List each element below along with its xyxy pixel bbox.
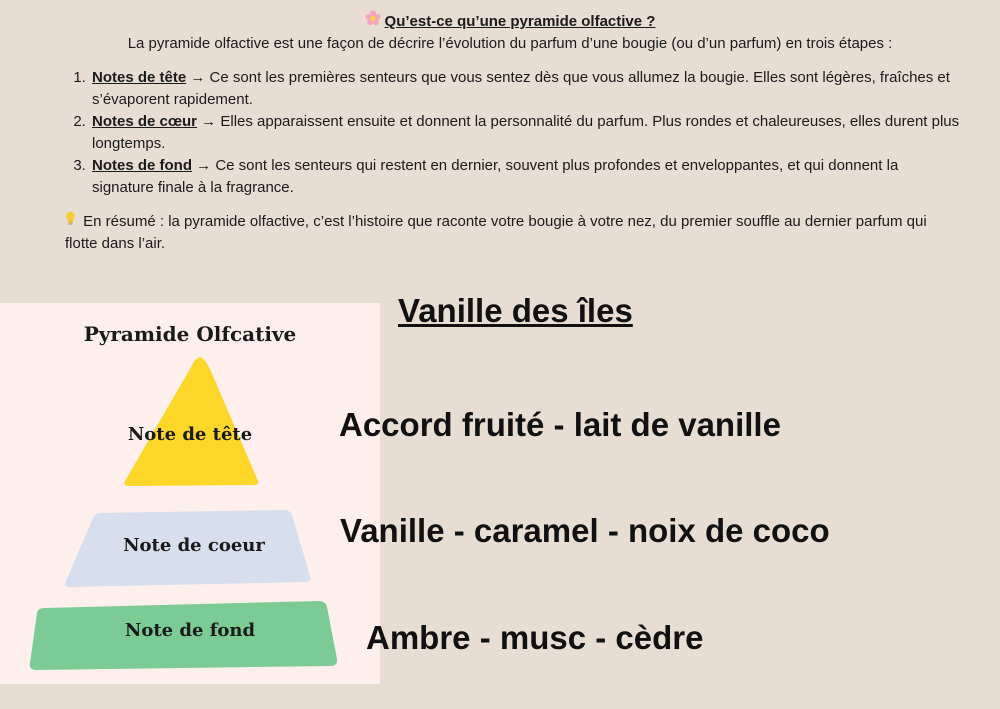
list-item bbox=[90, 155, 960, 199]
intro-title bbox=[60, 10, 960, 33]
note-description: → Ce sont les senteurs qui restent en dernier, souvent plus profondes et enveloppantes, et qui donnent la signature finale à la fragrance. bbox=[92, 157, 899, 196]
note-name: Notes de cœur bbox=[92, 113, 198, 130]
intro-lead: La pyramide olfactive est une façon de décrire l’évolution du parfum d’une bougie (ou d’un parfum) en trois étapes : bbox=[127, 35, 893, 52]
lightbulb-icon bbox=[65, 213, 80, 230]
list-item bbox=[90, 111, 960, 155]
pyramid-diagram bbox=[0, 303, 380, 684]
list-item bbox=[90, 67, 960, 111]
top-notes-layer bbox=[124, 357, 258, 486]
heart-notes-text: Vanille - caramel - noix de coco bbox=[340, 512, 830, 549]
base-notes-text: Ambre - musc - cèdre bbox=[366, 619, 704, 656]
note-description: → Elles apparaissent ensuite et donnent la personnalité du parfum. Plus rondes et chaleureuses, elles durent plus longtemps. bbox=[92, 113, 960, 152]
pyramid-panel bbox=[0, 303, 380, 684]
top-notes-text: Accord fruité - lait de vanille bbox=[339, 406, 781, 443]
note-name: Notes de tête bbox=[92, 69, 187, 86]
base-notes-label: Note de fond bbox=[124, 620, 256, 641]
note-name: Notes de fond bbox=[92, 157, 192, 174]
note-description: → Ce sont les premières senteurs que vous sentez dès que vous allumez la bougie. Elles sont légères, fraîches et s’évaporent rapidement. bbox=[92, 69, 950, 108]
top-notes-label: Note de tête bbox=[127, 424, 253, 445]
summary-text: En résumé : la pyramide olfactive, c’est l’histoire que raconte votre bougie à votre nez, du premier souffle au dernier parfum qui flotte dans l’air. bbox=[65, 213, 927, 252]
heart-notes-label: Note de coeur bbox=[123, 535, 265, 556]
product-title: Vanille des îles bbox=[398, 292, 633, 329]
notes-list bbox=[60, 67, 960, 199]
flower-icon bbox=[365, 10, 381, 33]
pyramid-title: Pyramide Olfcative bbox=[83, 322, 297, 346]
summary bbox=[60, 211, 960, 255]
intro-section bbox=[60, 10, 960, 255]
intro-title-text: Qu’est-ce qu’une pyramide olfactive ? bbox=[384, 13, 656, 30]
